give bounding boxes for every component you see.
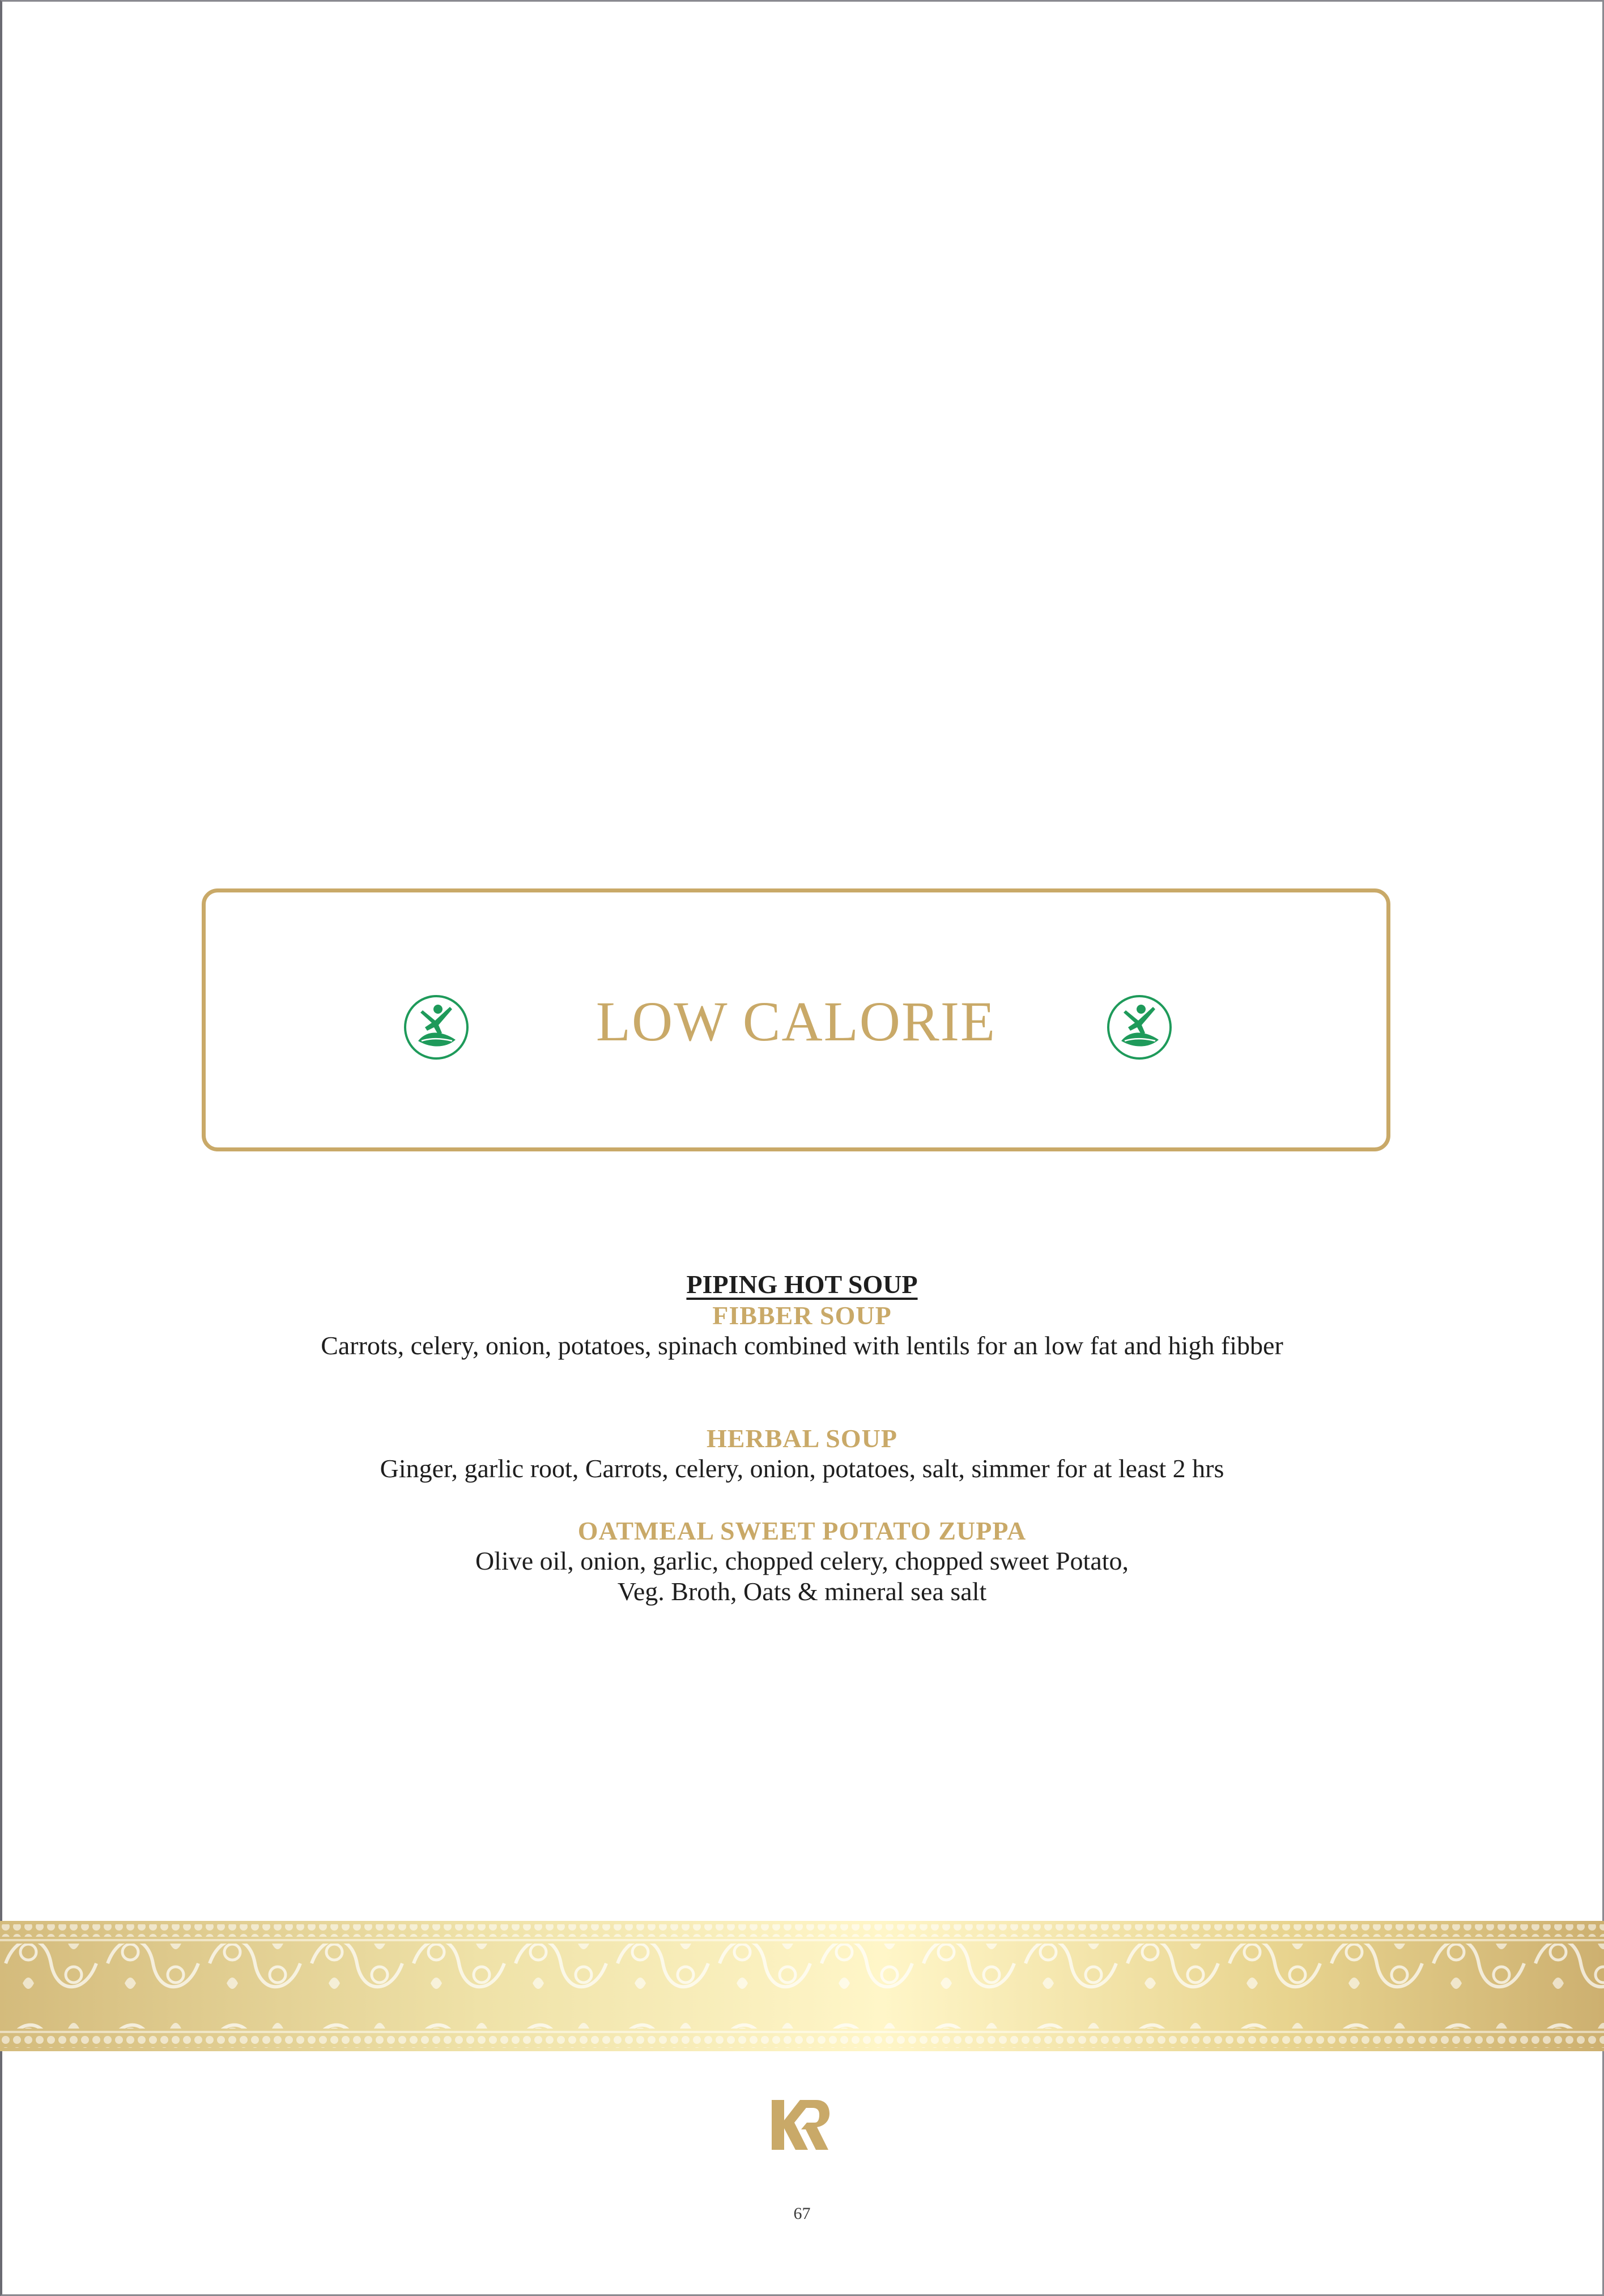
- dish-description: Olive oil, onion, garlic, chopped celery, chopped sweet Potato,: [475, 1546, 1129, 1575]
- dish-name: HERBAL SOUP: [707, 1424, 897, 1453]
- dish-description: Ginger, garlic root, Carrots, celery, onion, potatoes, salt, simmer for at least 2 hrs: [380, 1454, 1224, 1483]
- dish-name: OATMEAL SWEET POTATO ZUPPA: [577, 1516, 1027, 1545]
- ornamental-border-band: [0, 1921, 1604, 2051]
- section-title: LOW CALORIE: [595, 990, 997, 1053]
- dish-description: Carrots, celery, onion, potatoes, spinach combined with lentils for an low fat and high fibber: [321, 1331, 1283, 1360]
- kr-logo-icon: [769, 2098, 831, 2152]
- menu-category-title: PIPING HOT SOUP: [686, 1270, 918, 1299]
- section-header-box: [202, 888, 1390, 1151]
- low-calorie-figure-leaf-icon: [1105, 993, 1173, 1061]
- page-number: 67: [793, 2204, 811, 2223]
- dish-name: FIBBER SOUP: [712, 1301, 892, 1330]
- dish-description: Veg. Broth, Oats & mineral sea salt: [617, 1577, 987, 1606]
